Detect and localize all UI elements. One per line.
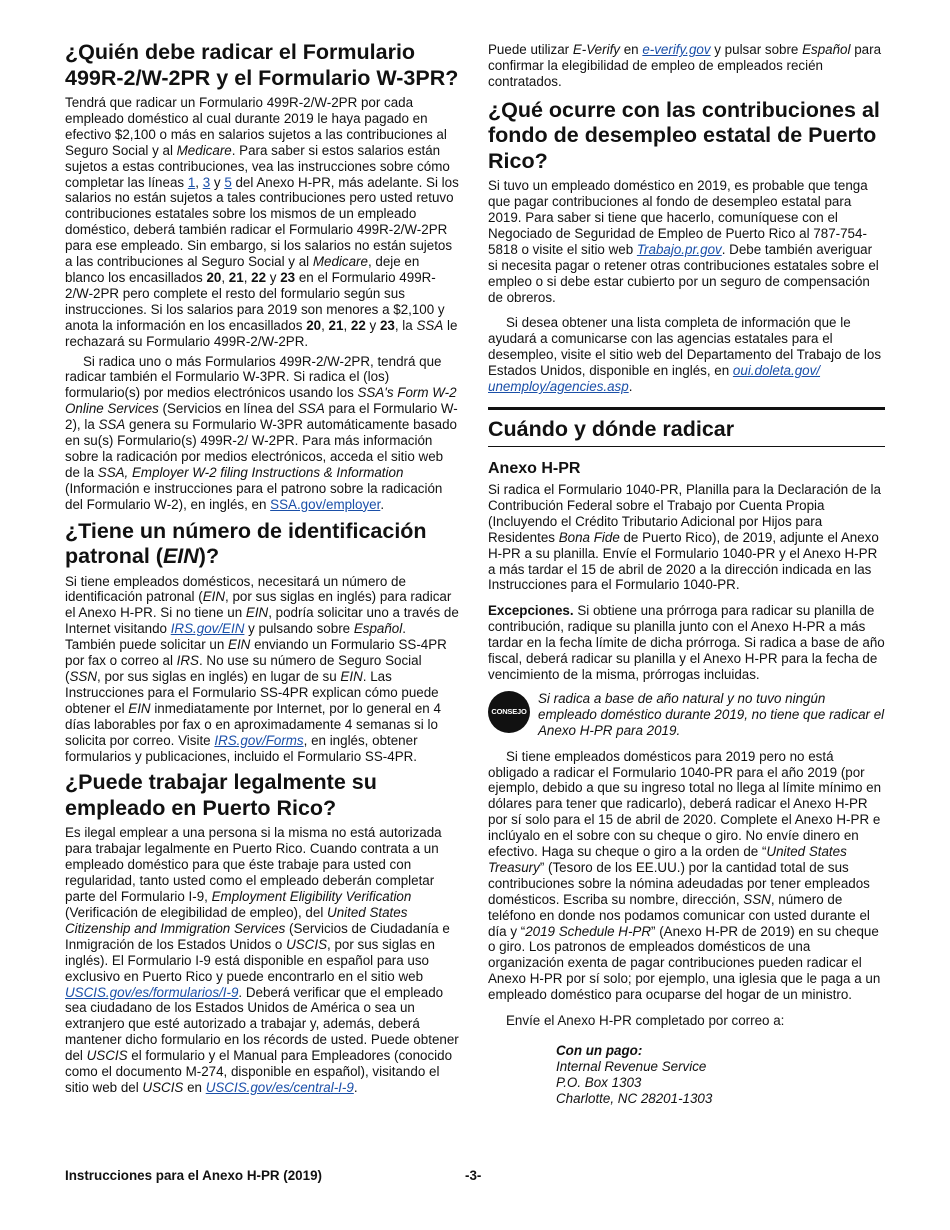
address-label: Con un pago:	[556, 1043, 643, 1058]
section-title: Cuándo y dónde radicar	[488, 416, 885, 447]
link-line-3[interactable]: 3	[202, 174, 211, 190]
paragraph: Si tiene empleados domésticos, necesitará un número de identificación patronal (EIN, por sus siglas en inglés) para radicar el Anexo H-PR. Si no tiene un EIN, podría solicitar uno a través de Internet visitando IRS.gov/EIN y pulsando sobre Español. También puede solicitar un EIN enviando un Formulario SS-4PR por fax o correo al IRS. No use su número de Seguro Social (SSN, por sus siglas en inglés) en lugar de su EIN. Las Instrucciones para el Formulario SS-4PR explican cómo puede obtener el EIN inmediatamente por Internet, por lo general en 4 días laborables por fax o en aproximadamente 4 semanas si lo solicita por correo. Visite IRS.gov/Forms, en inglés, obtener formularios y publicaciones, incluido el Formulario SS-4PR.	[65, 573, 459, 764]
page-number: -3-	[465, 1168, 482, 1183]
footer-title: Instrucciones para el Anexo H-PR (2019)	[65, 1168, 322, 1183]
section-title: ¿Puede trabajar legalmente su empleado en Puerto Rico?	[65, 770, 377, 820]
paragraph-exceptions: Excepciones. Si obtiene una prórroga para radicar su planilla de contribución, radique su planilla junto con el Anexo H-PR a más tardar en la fecha límite de dicha prórroga. Si radica a base de año fiscal, deberá radicar su planilla y el Anexo H-PR para la fecha de vencimiento de la misma, prórrogas incluidas.	[488, 603, 885, 682]
right-column	[488, 42, 885, 1107]
paragraph: Si radica uno o más Formularios 499R-2/W-2PR, tendrá que radicar también el Formulario W-3PR. Si radica el (los) formulario(s) por medios electrónicos usando los SSA's Form W-2 Online Services (Servicios en línea del SSA para el Formulario W-2), la SSA genera su Formulario W-3PR automáticamente basado en su(s) Formulario(s) 499R-2/ W-2PR. Para más información sobre la radicación por medios electrónicos, acceda el sitio web de la SSA, Employer W-2 filing Instructions & Information (Información e instrucciones para el patrono sobre la radicación del Formulario W-2), en inglés, en SSA.gov/employer.	[65, 353, 458, 512]
subsection-title: Anexo H-PR	[488, 460, 581, 477]
link-uscis-i9[interactable]: USCIS.gov/es/formularios/I-9	[65, 984, 239, 1000]
paragraph: Si tiene empleados domésticos para 2019 pero no está obligado a radicar el Formulario 1040-PR para el año 2019 (por ejemplo, debido a que su ingreso total no llega al límite mínimo en dólares para tener que radicarlo), deberá radicar el Anexo H-PR por sí solo para el 15 de abril de 2020. Complete el Anexo H-PR e inclúyalo en el sobre con su cheque o giro. No envíe dinero en efectivo. Haga su cheque o giro a la orden de “United States Treasury” (Tesoro de los EE.UU.) por la cantidad total de sus contribuciones sobre la nómina adeudadas por tener empleados domésticos. Escriba su nombre, dirección, SSN, número de teléfono en donde nos podamos comunicar con usted durante el día y “2019 Schedule H-PR” (Anexo H-PR de 2019) en su cheque o giro. Los patronos de empleados domésticos de una organización exenta de pagar contribuciones pueden radicar el Anexo H-PR por sí solo; por ejemplo, una iglesia que le paga a un empleado doméstico para ocuparse del hogar de un ministro.	[488, 748, 882, 1003]
paragraph: Tendrá que radicar un Formulario 499R-2/W-2PR por cada empleado doméstico al cual durante 2019 le haya pagado en efectivo $2,100 o más en salarios sujetos a las contribuciones al Seguro Social y al Medicare. Para saber si estos salarios están sujetos a estas contribuciones, vea las instrucciones sobre cómo completar las líneas 1, 3 y 5 del Anexo H-PR, más adelante. Si los salarios no están sujetos a tales contribuciones pero usted retuvo contribuciones estatales sobre los mismos de un empleado doméstico, deberá también radicar el Formulario 499R-2/W-2PR para ese empleado. Sin embargo, si los salarios no están sujetos a las contribuciones al Seguro Social y al Medicare, deje en blanco los encasillados 20, 21, 22 y 23 en el Formulario 499R-2/W-2PR pero complete el resto del formulario según sus instrucciones. Si los salarios para 2019 son menores a $2,100 y anota la información en los encasillados 20, 21, 22 y 23, la SSA le rechazará su Formulario 499R-2/W-2PR.	[65, 95, 459, 349]
left-column	[65, 40, 460, 1100]
paragraph: Es ilegal emplear a una persona si la misma no está autorizada para trabajar legalmente en Puerto Rico. Cuando contrata a un empleado doméstico para que éste trabaje para usted con regularidad, tanto usted como el empleado deberán completar parte del Formulario I-9, Employment Eligibility Verification (Verificación de elegibilidad de empleo), del United States Citizenship and Immigration Services (Servicios de Ciudadanía e Inmigración de los Estados Unidos o USCIS, por sus siglas en inglés). El Formulario I-9 está disponible en español para uso exclusivo en Puerto Rico y puede encontrarlo en el sitio web USCIS.gov/es/formularios/I-9. Deberá verificar que el empleado sea ciudadano de los Estados Unidos de América o sea un extranjero que esté autorizado a trabajar y, además, deberá mantener dicho formulario en los récords de usted. Puede obtener del USCIS el formulario y el Manual para Empleadores (conocido como el documento M-274, disponible en español), visitando el sitio web del USCIS en USCIS.gov/es/central-I-9.	[65, 825, 459, 1095]
link-irs-forms[interactable]: IRS.gov/Forms	[214, 732, 304, 748]
tip-icon: CONSEJO	[488, 691, 530, 733]
link-line-1[interactable]: 1	[187, 174, 196, 190]
link-uscis-central-i9[interactable]: USCIS.gov/es/central-I-9	[205, 1079, 354, 1095]
paragraph: Si tuvo un empleado doméstico en 2019, es probable que tenga que pagar contribuciones al fondo de desempleo estatal para 2019. Para saber si tiene que hacerlo, comuníquese con el Negociado de Seguridad de Empleo de Puerto Rico al 787-754-5818 o visite el sitio web Trabajo.pr.gov. Debe también averiguar si necesita pagar o retener otras contribuciones estatales sobre el empleo o si debe estar cubierto por un seguro de compensación de obreros.	[488, 178, 879, 305]
address-line: P.O. Box 1303	[556, 1074, 642, 1090]
link-trabajo-pr[interactable]: Trabajo.pr.gov	[636, 241, 722, 257]
section-who-must-file	[65, 40, 460, 513]
paragraph: Si desea obtener una lista completa de información que le ayudará a comunicarse con las agencias estatales para el desempleo, visite el sitio web del Departamento del Trabajo de los Estados Unidos, disponible en inglés, en oui.doleta.gov/ unemploy/agencies.asp.	[488, 315, 882, 395]
paragraph: Si radica el Formulario 1040-PR, Planilla para la Declaración de la Contribución Federal sobre el Trabajo por Cuenta Propia (Incluyendo el Crédito Tributario Adicional por Hijos para Residentes Bona Fide de Puerto Rico), de 2019, adjunte el Anexo H-PR a su planilla. Envíe el Formulario 1040-PR y el Anexo H-PR a más tardar el 15 de abril de 2020 a la dirección indicada en las Instrucciones para el Formulario 1040-PR.	[488, 482, 881, 593]
mailing-address	[556, 1043, 885, 1107]
address-line: Charlotte, NC 28201-1303	[556, 1090, 713, 1106]
link-line-5[interactable]: 5	[224, 174, 232, 190]
link-doleta[interactable]: oui.doleta.gov/ unemploy/agencies.asp	[488, 363, 821, 395]
section-divider	[488, 407, 885, 447]
section-title: ¿Quién debe radicar el Formulario 499R-2/W-2PR y el Formulario W-3PR?	[65, 40, 459, 90]
section-when-where	[488, 407, 885, 1107]
section-work-legally	[65, 770, 460, 1095]
address-line: Internal Revenue Service	[556, 1058, 707, 1074]
link-irs-ein[interactable]: IRS.gov/EIN	[170, 621, 245, 637]
link-everify[interactable]: e-verify.gov	[642, 42, 711, 57]
section-unemployment	[488, 98, 885, 395]
section-title: ¿Qué ocurre con las contribuciones al fondo de desempleo estatal de Puerto Rico?	[488, 97, 880, 173]
section-ein	[65, 519, 460, 765]
link-ssa-employer[interactable]: SSA.gov/employer	[270, 496, 381, 512]
tip-box	[488, 691, 885, 739]
section-title: ¿Tiene un número de identificación patronal (EIN)?	[65, 518, 427, 569]
paragraph: Envíe el Anexo H-PR completado por correo a:	[506, 1013, 785, 1029]
tip-text: Si radica a base de año natural y no tuvo ningún empleado doméstico durante 2019, no tiene que radicar el Anexo H-PR para 2019.	[538, 690, 885, 738]
paragraph: Puede utilizar E-Verify en e-verify.gov y pulsar sobre Español para confirmar la elegibilidad de empleo de empleados recién contratados.	[488, 42, 882, 89]
